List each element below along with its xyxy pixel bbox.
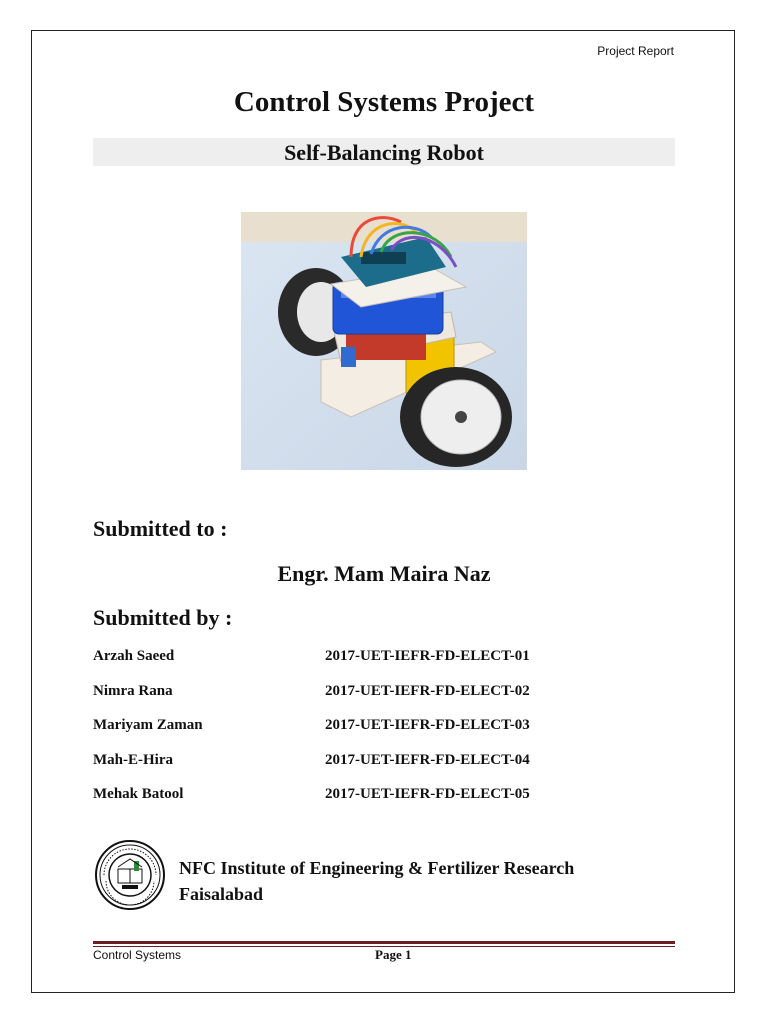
member-id: 2017-UET-IEFR-FD-ELECT-05 — [325, 786, 530, 802]
submitted-by-heading: Submitted by : — [93, 605, 233, 630]
subtitle-bar — [93, 138, 675, 166]
member-row — [93, 648, 653, 683]
institute-city: Faisalabad — [179, 884, 264, 904]
member-id: 2017-UET-IEFR-FD-ELECT-04 — [325, 751, 530, 768]
document-subtitle: Self-Balancing Robot — [284, 140, 484, 165]
institute-logo-icon — [94, 839, 166, 911]
robot-photo — [241, 212, 527, 470]
member-name: Nimra Rana — [93, 682, 173, 699]
institute-name: NFC Institute of Engineering & Fertilizer Research — [179, 858, 575, 878]
member-row — [93, 752, 653, 787]
member-id: 2017-UET-IEFR-FD-ELECT-02 — [325, 682, 530, 699]
member-row — [93, 786, 653, 821]
document-title: Control Systems Project — [233, 86, 535, 118]
member-name: Mehak Batool — [93, 786, 184, 802]
members-list — [93, 648, 653, 821]
member-id: 2017-UET-IEFR-FD-ELECT-01 — [325, 648, 530, 664]
footer-label: Control Systems — [93, 948, 182, 962]
member-id: 2017-UET-IEFR-FD-ELECT-03 — [325, 717, 530, 733]
member-row — [93, 683, 653, 718]
header-label: Project Report — [597, 44, 674, 58]
submitted-to-heading: Submitted to : — [93, 516, 228, 541]
page-number: Page 1 — [375, 947, 412, 962]
member-name: Mariyam Zaman — [93, 717, 203, 733]
supervisor-name: Engr. Mam Maira Naz — [277, 561, 491, 586]
member-row — [93, 717, 653, 752]
member-name: Arzah Saeed — [93, 648, 175, 664]
footer-rule — [93, 941, 675, 944]
member-name: Mah-E-Hira — [93, 751, 173, 768]
